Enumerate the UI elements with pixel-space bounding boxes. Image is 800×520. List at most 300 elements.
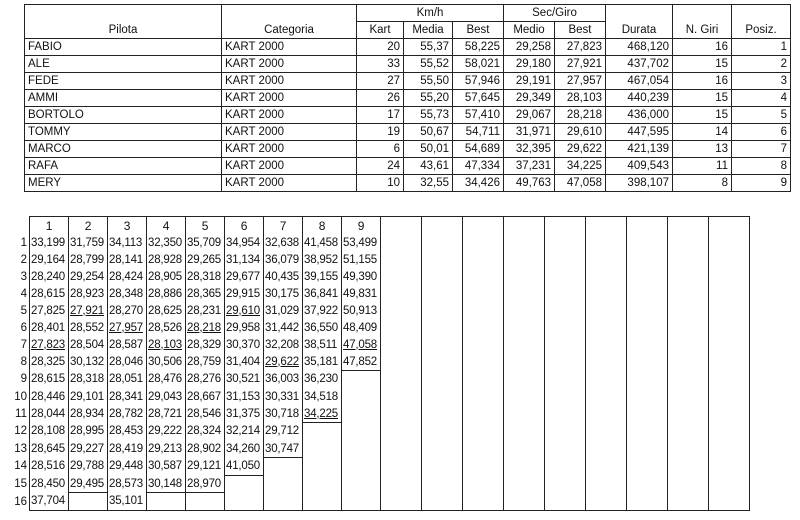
result-cell-best: 58,021 bbox=[453, 56, 504, 73]
empty-cell bbox=[586, 440, 627, 458]
result-cell-kart: 19 bbox=[357, 124, 404, 141]
lap-time bbox=[186, 371, 225, 389]
empty-cell bbox=[668, 458, 709, 476]
medio-header: Medio bbox=[504, 22, 555, 39]
lap-time-text: 29,164 bbox=[31, 253, 65, 266]
lap-time-text: 28,476 bbox=[148, 373, 182, 386]
empty-cell bbox=[545, 458, 586, 476]
result-row bbox=[25, 124, 791, 141]
lap-time bbox=[30, 458, 69, 476]
lap-time bbox=[186, 336, 225, 353]
driver-column-header: 1 bbox=[30, 217, 69, 235]
lap-time-text: 29,958 bbox=[226, 321, 260, 334]
best-lap-time bbox=[342, 336, 381, 353]
lap-time bbox=[147, 458, 186, 476]
lap-time-text: 29,448 bbox=[109, 460, 143, 473]
result-cell-ngiri: 8 bbox=[673, 175, 732, 192]
empty-cell bbox=[709, 234, 750, 251]
lap-time bbox=[69, 458, 108, 476]
lap-number: 3 bbox=[20, 270, 27, 283]
empty-cell bbox=[504, 423, 545, 441]
result-cell-medio: 49,763 bbox=[504, 175, 555, 192]
result-cell-media: 55,52 bbox=[404, 56, 453, 73]
lap-time bbox=[30, 405, 69, 423]
lap-number: 13 bbox=[14, 442, 27, 455]
empty-cell bbox=[545, 475, 586, 493]
empty-cell bbox=[709, 475, 750, 493]
lap-time bbox=[147, 234, 186, 251]
lap-row bbox=[8, 234, 750, 251]
categoria-header: Categoria bbox=[222, 22, 357, 39]
lap-time bbox=[30, 234, 69, 251]
lap-time-text: 37,922 bbox=[304, 304, 338, 317]
lap-time bbox=[108, 251, 147, 268]
lap-time bbox=[303, 268, 342, 285]
empty-cell bbox=[381, 493, 422, 511]
empty-cell bbox=[381, 285, 422, 302]
lap-time bbox=[108, 353, 147, 371]
empty-cell bbox=[504, 285, 545, 302]
empty-column-header bbox=[422, 217, 463, 235]
lap-time bbox=[30, 251, 69, 268]
lap-time bbox=[303, 336, 342, 353]
empty-cell bbox=[627, 319, 668, 336]
lap-time-text: 30,718 bbox=[265, 407, 299, 420]
lap-time-text: 28,516 bbox=[31, 460, 65, 473]
empty-cell bbox=[709, 353, 750, 371]
lap-time bbox=[303, 234, 342, 251]
empty-cell bbox=[709, 388, 750, 405]
lap-time bbox=[30, 285, 69, 302]
lap-time-text: 28,401 bbox=[31, 321, 65, 334]
empty-cell bbox=[545, 405, 586, 423]
lap-time-text: 28,721 bbox=[148, 407, 182, 420]
durata-header: Durata bbox=[606, 22, 673, 39]
result-cell-media: 50,01 bbox=[404, 141, 453, 158]
result-cell-best2: 27,823 bbox=[555, 39, 606, 56]
lap-time bbox=[147, 251, 186, 268]
lap-time-text: 30,587 bbox=[148, 460, 182, 473]
lap-time-text: 28,276 bbox=[187, 373, 221, 386]
empty-cell bbox=[545, 440, 586, 458]
empty-cell bbox=[504, 475, 545, 493]
empty-cell bbox=[709, 302, 750, 319]
lap-row bbox=[8, 440, 750, 458]
lap-time-text: 47,852 bbox=[343, 355, 377, 368]
lap-time-text: 47,058 bbox=[343, 338, 377, 351]
lap-time bbox=[225, 336, 264, 353]
result-cell-categoria: KART 2000 bbox=[222, 175, 357, 192]
lap-time-text: 29,043 bbox=[148, 390, 182, 403]
empty-cell bbox=[381, 475, 422, 493]
pilota-header: Pilota bbox=[25, 22, 222, 39]
best-lap-time bbox=[30, 336, 69, 353]
lap-time bbox=[30, 268, 69, 285]
lap-time-text: 28,587 bbox=[109, 338, 143, 351]
lap-time-text: 28,799 bbox=[70, 253, 104, 266]
empty-cell bbox=[709, 371, 750, 389]
empty-cell bbox=[381, 353, 422, 371]
lap-time bbox=[264, 493, 303, 511]
lap-time-text: 51,155 bbox=[343, 253, 377, 266]
empty-cell bbox=[586, 251, 627, 268]
result-cell-ngiri: 13 bbox=[673, 141, 732, 158]
empty-cell bbox=[668, 493, 709, 511]
result-cell-posiz: 5 bbox=[732, 107, 791, 124]
lap-time-text: 34,225 bbox=[304, 407, 338, 420]
empty-cell bbox=[381, 458, 422, 476]
empty-cell bbox=[668, 405, 709, 423]
empty-cell bbox=[504, 493, 545, 511]
lap-time bbox=[342, 319, 381, 336]
lap-time bbox=[186, 268, 225, 285]
lap-time-text: 28,341 bbox=[109, 390, 143, 403]
lap-time-text: 28,240 bbox=[31, 270, 65, 283]
result-cell-pilota: MARCO bbox=[25, 141, 222, 158]
lap-time bbox=[186, 353, 225, 371]
lap-time bbox=[303, 423, 342, 441]
lap-time-text: 27,921 bbox=[70, 304, 104, 317]
lap-time bbox=[264, 285, 303, 302]
empty-cell bbox=[381, 388, 422, 405]
lap-time bbox=[225, 440, 264, 458]
empty-cell bbox=[422, 234, 463, 251]
empty-cell bbox=[381, 336, 422, 353]
lap-time-text: 28,615 bbox=[31, 373, 65, 386]
lap-time bbox=[264, 458, 303, 476]
empty-cell bbox=[463, 234, 504, 251]
lap-time-text: 31,134 bbox=[226, 253, 260, 266]
result-cell-medio: 29,349 bbox=[504, 90, 555, 107]
best-lap-time bbox=[225, 302, 264, 319]
lap-time bbox=[225, 268, 264, 285]
empty-column-header bbox=[627, 217, 668, 235]
result-cell-ngiri: 16 bbox=[673, 73, 732, 90]
lap-time-text: 35,709 bbox=[187, 236, 221, 249]
lap-row bbox=[8, 493, 750, 511]
result-cell-categoria: KART 2000 bbox=[222, 39, 357, 56]
empty-cell bbox=[422, 423, 463, 441]
lap-time bbox=[303, 251, 342, 268]
lap-time bbox=[69, 493, 108, 511]
lap-time bbox=[303, 319, 342, 336]
lap-time-text: 48,409 bbox=[343, 321, 377, 334]
lap-time-text: 28,324 bbox=[187, 425, 221, 438]
empty-column-header bbox=[504, 217, 545, 235]
lap-time bbox=[342, 423, 381, 441]
empty-cell bbox=[422, 388, 463, 405]
lap-time bbox=[186, 458, 225, 476]
empty-cell bbox=[463, 458, 504, 476]
result-cell-media: 32,55 bbox=[404, 175, 453, 192]
lap-row bbox=[8, 371, 750, 389]
lap-time bbox=[264, 388, 303, 405]
empty-cell bbox=[463, 475, 504, 493]
lap-number: 14 bbox=[14, 460, 27, 473]
empty-cell bbox=[504, 302, 545, 319]
empty-cell bbox=[545, 251, 586, 268]
lap-time bbox=[147, 285, 186, 302]
empty-cell bbox=[709, 493, 750, 511]
empty-cell bbox=[463, 388, 504, 405]
lap-time bbox=[108, 336, 147, 353]
lap-time bbox=[69, 371, 108, 389]
lap-time-text: 28,046 bbox=[109, 355, 143, 368]
result-cell-pilota: ALE bbox=[25, 56, 222, 73]
lap-time-text: 28,318 bbox=[187, 270, 221, 283]
lap-time-text: 32,214 bbox=[226, 425, 260, 438]
lap-time-text: 30,521 bbox=[226, 373, 260, 386]
best-lap-time bbox=[147, 336, 186, 353]
lap-time bbox=[342, 234, 381, 251]
empty-cell bbox=[504, 388, 545, 405]
lap-time bbox=[186, 475, 225, 493]
empty-cell bbox=[422, 302, 463, 319]
lap-time bbox=[225, 319, 264, 336]
lap-time bbox=[342, 302, 381, 319]
lap-time bbox=[186, 302, 225, 319]
lap-time bbox=[225, 353, 264, 371]
lap-time-text: 36,003 bbox=[265, 373, 299, 386]
lap-time bbox=[30, 493, 69, 511]
empty-cell bbox=[709, 405, 750, 423]
lap-time bbox=[108, 458, 147, 476]
lap-time bbox=[186, 234, 225, 251]
empty-cell bbox=[586, 493, 627, 511]
lap-time-text: 27,957 bbox=[109, 321, 143, 334]
lap-time bbox=[342, 493, 381, 511]
empty-cell bbox=[422, 458, 463, 476]
empty-column-header bbox=[709, 217, 750, 235]
lap-time-text: 28,348 bbox=[109, 287, 143, 300]
result-cell-categoria: KART 2000 bbox=[222, 124, 357, 141]
result-cell-categoria: KART 2000 bbox=[222, 141, 357, 158]
result-cell-medio: 29,067 bbox=[504, 107, 555, 124]
lap-time-text: 28,450 bbox=[31, 477, 65, 490]
empty-cell bbox=[709, 268, 750, 285]
empty-cell bbox=[463, 336, 504, 353]
lap-time-text: 28,546 bbox=[187, 407, 221, 420]
categoria-header-top bbox=[222, 5, 357, 22]
empty-column-header bbox=[381, 217, 422, 235]
lap-time bbox=[186, 440, 225, 458]
empty-cell bbox=[709, 440, 750, 458]
lap-time bbox=[303, 302, 342, 319]
lap-time-text: 32,638 bbox=[265, 236, 299, 249]
lap-time-text: 28,995 bbox=[70, 425, 104, 438]
driver-column-header: 3 bbox=[108, 217, 147, 235]
lap-time bbox=[69, 475, 108, 493]
lap-time bbox=[30, 371, 69, 389]
empty-cell bbox=[381, 371, 422, 389]
lap-time-text: 28,218 bbox=[187, 321, 221, 334]
result-cell-kart: 26 bbox=[357, 90, 404, 107]
lap-time-text: 29,915 bbox=[226, 287, 260, 300]
result-cell-medio: 31,971 bbox=[504, 124, 555, 141]
empty-cell bbox=[627, 440, 668, 458]
empty-column-header bbox=[545, 217, 586, 235]
empty-cell bbox=[463, 251, 504, 268]
lap-time-text: 31,029 bbox=[265, 304, 299, 317]
empty-cell bbox=[627, 458, 668, 476]
lap-time-text: 28,759 bbox=[187, 355, 221, 368]
empty-cell bbox=[627, 371, 668, 389]
empty-cell bbox=[627, 353, 668, 371]
lap-time bbox=[342, 285, 381, 302]
empty-cell bbox=[381, 319, 422, 336]
lap-time bbox=[303, 440, 342, 458]
empty-cell bbox=[586, 285, 627, 302]
lap-row bbox=[8, 458, 750, 476]
result-cell-posiz: 3 bbox=[732, 73, 791, 90]
lap-time bbox=[225, 251, 264, 268]
lap-time bbox=[225, 458, 264, 476]
result-cell-categoria: KART 2000 bbox=[222, 73, 357, 90]
empty-cell bbox=[668, 319, 709, 336]
lap-time bbox=[342, 371, 381, 389]
result-cell-posiz: 2 bbox=[732, 56, 791, 73]
empty-cell bbox=[381, 405, 422, 423]
lap-time-text: 30,175 bbox=[265, 287, 299, 300]
result-cell-best: 57,410 bbox=[453, 107, 504, 124]
lap-time-text: 28,782 bbox=[109, 407, 143, 420]
lap-time bbox=[30, 353, 69, 371]
empty-cell bbox=[586, 371, 627, 389]
result-cell-pilota: FABIO bbox=[25, 39, 222, 56]
ngiri-header: N. Giri bbox=[673, 22, 732, 39]
empty-cell bbox=[422, 353, 463, 371]
result-cell-categoria: KART 2000 bbox=[222, 90, 357, 107]
results-table bbox=[24, 4, 791, 192]
empty-cell bbox=[545, 423, 586, 441]
lap-time-text: 41,050 bbox=[226, 460, 260, 472]
empty-cell bbox=[586, 475, 627, 493]
lap-number: 12 bbox=[14, 425, 27, 438]
lap-number: 7 bbox=[20, 338, 27, 351]
lap-time-text: 28,051 bbox=[109, 373, 143, 386]
result-row bbox=[25, 107, 791, 124]
lap-time bbox=[342, 440, 381, 458]
lap-time-text: 50,913 bbox=[343, 304, 377, 317]
empty-cell bbox=[627, 268, 668, 285]
posiz-header: Posiz. bbox=[732, 22, 791, 39]
lap-time bbox=[147, 475, 186, 493]
media-header: Media bbox=[404, 22, 453, 39]
result-row bbox=[25, 73, 791, 90]
lap-time bbox=[30, 302, 69, 319]
result-cell-medio: 29,258 bbox=[504, 39, 555, 56]
lap-time-text: 40,435 bbox=[265, 270, 299, 283]
lap-time bbox=[69, 285, 108, 302]
lap-time-text: 38,511 bbox=[304, 338, 338, 351]
lap-time-text: 36,550 bbox=[304, 321, 338, 334]
lap-time bbox=[342, 251, 381, 268]
empty-cell bbox=[504, 371, 545, 389]
result-cell-best: 54,711 bbox=[453, 124, 504, 141]
lap-time-text: 28,667 bbox=[187, 390, 221, 403]
empty-cell bbox=[463, 493, 504, 511]
result-cell-ngiri: 14 bbox=[673, 124, 732, 141]
result-cell-best: 47,334 bbox=[453, 158, 504, 175]
lap-time-text: 29,213 bbox=[148, 442, 182, 455]
lap-time bbox=[147, 440, 186, 458]
empty-cell bbox=[545, 268, 586, 285]
lap-time bbox=[342, 475, 381, 493]
empty-cell bbox=[463, 423, 504, 441]
lap-time-text: 28,886 bbox=[148, 287, 182, 300]
lap-time-text: 30,331 bbox=[265, 390, 299, 403]
lap-time-text: 28,141 bbox=[109, 253, 143, 266]
result-cell-durata: 440,239 bbox=[606, 90, 673, 107]
result-cell-kart: 27 bbox=[357, 73, 404, 90]
empty-cell bbox=[586, 319, 627, 336]
driver-column-header: 2 bbox=[69, 217, 108, 235]
result-cell-media: 55,73 bbox=[404, 107, 453, 124]
lap-row bbox=[8, 285, 750, 302]
empty-cell bbox=[545, 353, 586, 371]
lap-time-text: 28,103 bbox=[148, 338, 182, 351]
result-cell-media: 55,37 bbox=[404, 39, 453, 56]
kart-header: Kart bbox=[357, 22, 404, 39]
empty-cell bbox=[463, 285, 504, 302]
best-lap-time bbox=[186, 319, 225, 336]
empty-cell bbox=[545, 388, 586, 405]
result-row bbox=[25, 56, 791, 73]
lap-time bbox=[225, 285, 264, 302]
empty-cell bbox=[586, 234, 627, 251]
lap-time-text: 37,704 bbox=[31, 495, 65, 508]
result-cell-durata: 398,107 bbox=[606, 175, 673, 192]
lap-time-text: 30,747 bbox=[265, 442, 299, 455]
empty-cell bbox=[422, 371, 463, 389]
lap-number: 4 bbox=[20, 287, 27, 300]
empty-cell bbox=[627, 493, 668, 511]
lap-time-text: 28,231 bbox=[187, 304, 221, 317]
driver-column-header: 5 bbox=[186, 217, 225, 235]
result-cell-durata: 437,702 bbox=[606, 56, 673, 73]
lap-time bbox=[108, 234, 147, 251]
empty-cell bbox=[668, 353, 709, 371]
empty-cell bbox=[586, 353, 627, 371]
empty-cell bbox=[709, 319, 750, 336]
empty-cell bbox=[586, 336, 627, 353]
result-row bbox=[25, 141, 791, 158]
result-cell-best: 57,645 bbox=[453, 90, 504, 107]
lap-time-text: 28,526 bbox=[148, 321, 182, 334]
lap-time-text: 29,222 bbox=[148, 425, 182, 438]
lap-time bbox=[303, 371, 342, 389]
empty-cell bbox=[422, 319, 463, 336]
durata-header-top bbox=[606, 5, 673, 22]
empty-cell bbox=[586, 458, 627, 476]
lap-time-text: 28,625 bbox=[148, 304, 182, 317]
lap-time-text: 29,712 bbox=[265, 425, 299, 438]
empty-cell bbox=[545, 493, 586, 511]
lap-time-text: 28,453 bbox=[109, 425, 143, 438]
result-cell-best2: 27,921 bbox=[555, 56, 606, 73]
lap-time bbox=[69, 336, 108, 353]
empty-cell bbox=[381, 268, 422, 285]
empty-cell bbox=[463, 440, 504, 458]
empty-column-header bbox=[463, 217, 504, 235]
empty-cell bbox=[586, 388, 627, 405]
lap-time bbox=[264, 319, 303, 336]
lap-time bbox=[342, 458, 381, 476]
result-cell-medio: 32,395 bbox=[504, 141, 555, 158]
empty-cell bbox=[381, 251, 422, 268]
result-cell-posiz: 9 bbox=[732, 175, 791, 192]
lap-time bbox=[264, 268, 303, 285]
